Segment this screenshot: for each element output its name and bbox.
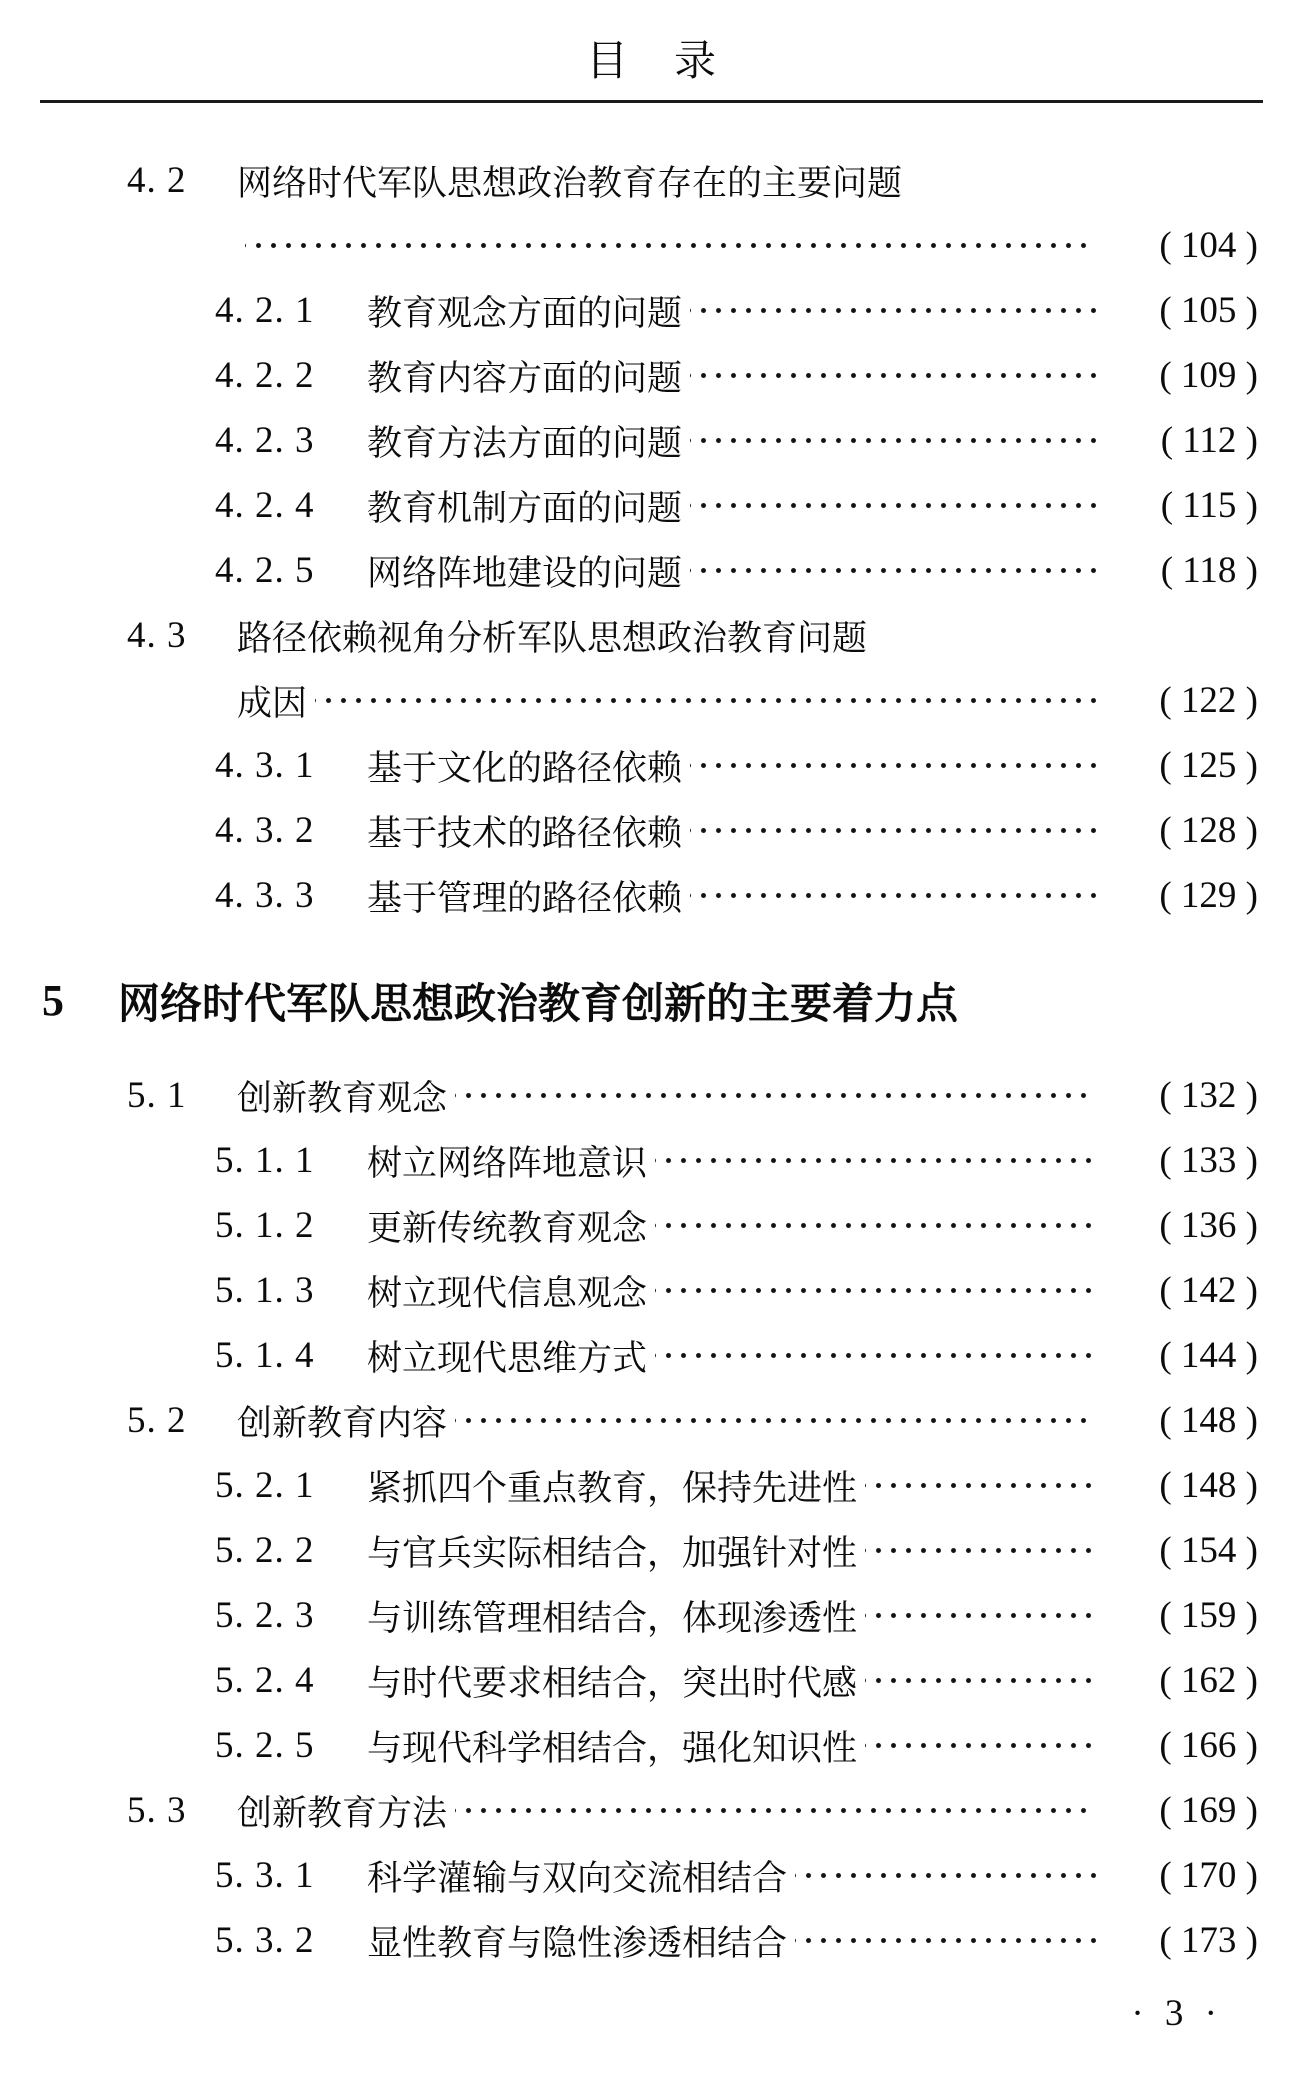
chapter-number: 5 bbox=[42, 976, 65, 1025]
toc-chapter-heading bbox=[0, 968, 1258, 1033]
dot-leader bbox=[655, 1258, 1096, 1323]
toc-entry-continuation bbox=[0, 213, 1258, 278]
entry-title: 基于文化的路径依赖 bbox=[367, 748, 683, 788]
entry-page-number: ( 104 ) bbox=[1159, 225, 1258, 266]
toc-entry bbox=[0, 1713, 1258, 1778]
entry-page-number: ( 112 ) bbox=[1160, 420, 1258, 461]
entry-number: 5. 3 bbox=[127, 1790, 187, 1831]
entry-number: 5. 1 bbox=[127, 1075, 187, 1116]
toc-entry bbox=[0, 1453, 1258, 1518]
entry-title: 创新教育方法 bbox=[237, 1793, 448, 1833]
dot-leader bbox=[795, 1843, 1096, 1908]
entry-title: 更新传统教育观念 bbox=[367, 1208, 648, 1248]
entry-title: 树立网络阵地意识 bbox=[367, 1143, 648, 1183]
entry-page-number: ( 148 ) bbox=[1159, 1465, 1258, 1506]
toc-entry bbox=[0, 1128, 1258, 1193]
entry-number: 5. 1. 4 bbox=[215, 1335, 315, 1376]
entry-title: 基于技术的路径依赖 bbox=[367, 813, 683, 853]
dot-leader bbox=[690, 798, 1096, 863]
entry-number: 4. 2. 4 bbox=[215, 485, 315, 526]
dot-leader bbox=[655, 1323, 1096, 1388]
dot-leader bbox=[690, 408, 1096, 473]
dot-leader bbox=[455, 1063, 1096, 1128]
chapter-title: 网络时代军队思想政治教育创新的主要着力点 bbox=[118, 979, 959, 1027]
entry-page-number: ( 154 ) bbox=[1159, 1530, 1258, 1571]
entry-page-number: ( 115 ) bbox=[1160, 485, 1258, 526]
entry-page-number: ( 169 ) bbox=[1159, 1790, 1258, 1831]
toc-entry bbox=[0, 733, 1258, 798]
dot-leader bbox=[315, 668, 1096, 733]
dot-leader bbox=[865, 1583, 1096, 1648]
entry-title: 紧抓四个重点教育，保持先进性 bbox=[367, 1468, 858, 1508]
entry-number: 5. 2. 5 bbox=[215, 1725, 315, 1766]
entry-page-number: ( 132 ) bbox=[1159, 1075, 1258, 1116]
entry-title: 创新教育内容 bbox=[237, 1403, 448, 1443]
entry-page-number: ( 133 ) bbox=[1159, 1140, 1258, 1181]
entry-page-number: ( 122 ) bbox=[1159, 680, 1258, 721]
dot-leader bbox=[690, 538, 1096, 603]
dot-leader bbox=[245, 213, 1096, 278]
dot-leader bbox=[690, 278, 1096, 343]
entry-number: 5. 1. 1 bbox=[215, 1140, 315, 1181]
toc-entry bbox=[0, 148, 1258, 213]
entry-title: 基于管理的路径依赖 bbox=[367, 878, 683, 918]
toc-entry bbox=[0, 1843, 1258, 1908]
entry-number: 5. 2. 1 bbox=[215, 1465, 315, 1506]
entry-number: 5. 1. 3 bbox=[215, 1270, 315, 1311]
entry-page-number: ( 125 ) bbox=[1159, 745, 1258, 786]
header-divider bbox=[40, 100, 1263, 103]
toc-entry bbox=[0, 278, 1258, 343]
entry-page-number: ( 170 ) bbox=[1159, 1855, 1258, 1896]
entry-title: 显性教育与隐性渗透相结合 bbox=[367, 1923, 788, 1963]
entry-title: 树立现代信息观念 bbox=[367, 1273, 648, 1313]
toc-entry bbox=[0, 1583, 1258, 1648]
table-of-contents bbox=[0, 148, 1258, 1973]
entry-title: 成因 bbox=[237, 683, 308, 723]
toc-entry bbox=[0, 473, 1258, 538]
dot-leader bbox=[865, 1518, 1096, 1583]
toc-entry bbox=[0, 1193, 1258, 1258]
entry-number: 5. 3. 2 bbox=[215, 1920, 315, 1961]
dot-leader bbox=[865, 1453, 1096, 1518]
dot-leader bbox=[455, 1388, 1096, 1453]
entry-number: 4. 2. 1 bbox=[215, 290, 315, 331]
dot-leader bbox=[795, 1908, 1096, 1973]
toc-entry bbox=[0, 1323, 1258, 1388]
entry-title: 与时代要求相结合，突出时代感 bbox=[367, 1663, 858, 1703]
entry-number: 5. 2. 4 bbox=[215, 1660, 315, 1701]
entry-number: 4. 3. 1 bbox=[215, 745, 315, 786]
entry-title: 树立现代思维方式 bbox=[367, 1338, 648, 1378]
entry-number: 5. 2. 3 bbox=[215, 1595, 315, 1636]
dot-leader bbox=[655, 1193, 1096, 1258]
entry-title: 与官兵实际相结合，加强针对性 bbox=[367, 1533, 858, 1573]
toc-entry-continuation bbox=[0, 668, 1258, 733]
entry-page-number: ( 129 ) bbox=[1159, 875, 1258, 916]
entry-page-number: ( 173 ) bbox=[1159, 1920, 1258, 1961]
dot-leader bbox=[655, 1128, 1096, 1193]
footer-page-number: · 3 · bbox=[1131, 1993, 1223, 2034]
toc-entry bbox=[0, 408, 1258, 473]
toc-entry bbox=[0, 538, 1258, 603]
entry-page-number: ( 105 ) bbox=[1159, 290, 1258, 331]
entry-title: 教育方法方面的问题 bbox=[367, 423, 683, 463]
entry-title: 教育观念方面的问题 bbox=[367, 293, 683, 333]
entry-number: 4. 3 bbox=[127, 615, 187, 656]
dot-leader bbox=[690, 473, 1096, 538]
entry-title: 与训练管理相结合，体现渗透性 bbox=[367, 1598, 858, 1638]
entry-number: 4. 2 bbox=[127, 160, 187, 201]
entry-title: 教育内容方面的问题 bbox=[367, 358, 683, 398]
toc-entry bbox=[0, 798, 1258, 863]
entry-number: 4. 2. 3 bbox=[215, 420, 315, 461]
entry-page-number: ( 109 ) bbox=[1159, 355, 1258, 396]
entry-number: 4. 2. 2 bbox=[215, 355, 315, 396]
page-title: 目 录 bbox=[585, 39, 718, 85]
dot-leader bbox=[865, 1648, 1096, 1713]
toc-entry bbox=[0, 603, 1258, 668]
entry-page-number: ( 142 ) bbox=[1159, 1270, 1258, 1311]
entry-page-number: ( 159 ) bbox=[1159, 1595, 1258, 1636]
dot-leader bbox=[455, 1778, 1096, 1843]
entry-number: 4. 3. 3 bbox=[215, 875, 315, 916]
toc-entry bbox=[0, 1908, 1258, 1973]
entry-number: 5. 3. 1 bbox=[215, 1855, 315, 1896]
toc-entry bbox=[0, 1063, 1258, 1128]
entry-number: 5. 2 bbox=[127, 1400, 187, 1441]
toc-entry bbox=[0, 1258, 1258, 1323]
toc-entry bbox=[0, 1778, 1258, 1843]
entry-title: 教育机制方面的问题 bbox=[367, 488, 683, 528]
entry-title: 网络时代军队思想政治教育存在的主要问题 bbox=[237, 163, 903, 203]
entry-title: 与现代科学相结合，强化知识性 bbox=[367, 1728, 858, 1768]
entry-page-number: ( 136 ) bbox=[1159, 1205, 1258, 1246]
entry-page-number: ( 148 ) bbox=[1159, 1400, 1258, 1441]
dot-leader bbox=[690, 733, 1096, 798]
entry-number: 5. 2. 2 bbox=[215, 1530, 315, 1571]
entry-page-number: ( 118 ) bbox=[1160, 550, 1258, 591]
dot-leader bbox=[865, 1713, 1096, 1778]
toc-entry bbox=[0, 343, 1258, 408]
toc-entry bbox=[0, 1648, 1258, 1713]
entry-title: 路径依赖视角分析军队思想政治教育问题 bbox=[237, 618, 868, 658]
entry-page-number: ( 166 ) bbox=[1159, 1725, 1258, 1766]
entry-number: 4. 3. 2 bbox=[215, 810, 315, 851]
entry-title: 科学灌输与双向交流相结合 bbox=[367, 1858, 788, 1898]
dot-leader bbox=[690, 863, 1096, 928]
toc-entry bbox=[0, 1388, 1258, 1453]
dot-leader bbox=[690, 343, 1096, 408]
entry-number: 4. 2. 5 bbox=[215, 550, 315, 591]
toc-entry bbox=[0, 1518, 1258, 1583]
entry-page-number: ( 128 ) bbox=[1159, 810, 1258, 851]
entry-title: 网络阵地建设的问题 bbox=[367, 553, 683, 593]
entry-page-number: ( 144 ) bbox=[1159, 1335, 1258, 1376]
entry-title: 创新教育观念 bbox=[237, 1078, 448, 1118]
entry-page-number: ( 162 ) bbox=[1159, 1660, 1258, 1701]
toc-entry bbox=[0, 863, 1258, 928]
entry-number: 5. 1. 2 bbox=[215, 1205, 315, 1246]
